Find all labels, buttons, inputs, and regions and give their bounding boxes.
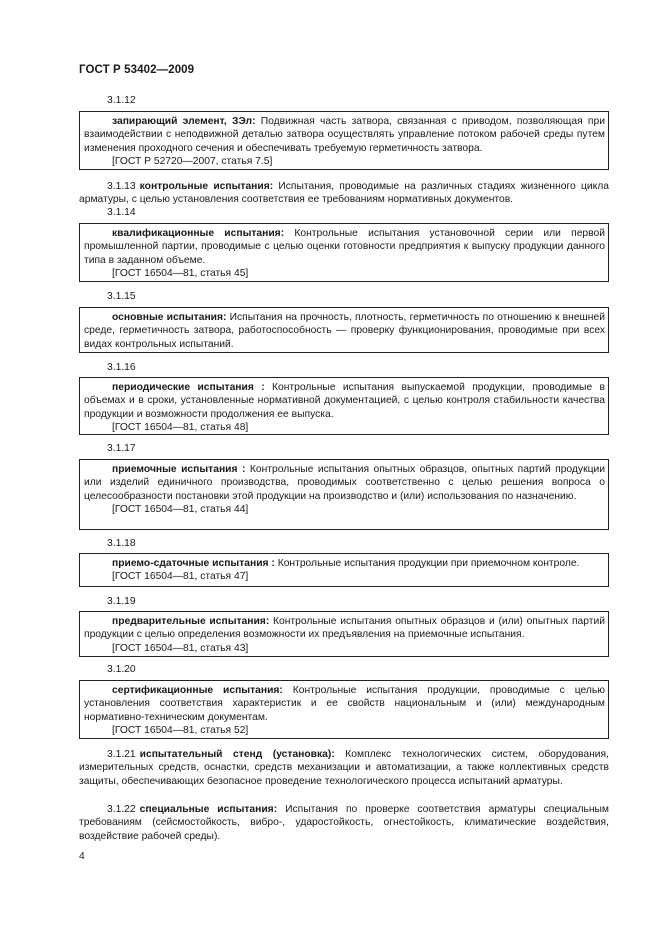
term-box xyxy=(79,611,609,657)
term: испытательный стенд (установка): xyxy=(139,749,335,760)
entry-number: 3.1.18 xyxy=(107,538,136,549)
entry-number: 3.1.14 xyxy=(107,207,136,218)
term: приемочные испытания : xyxy=(112,464,246,475)
reference: [ГОСТ Р 52720—2007, статья 7.5] xyxy=(112,156,273,168)
term-box xyxy=(79,307,609,353)
definition: Контрольные испытания продукции, проводимые с целью установления соответствия характеристик и ее свойств национальным и (или) международным нормативно-техническим документам. xyxy=(84,685,605,723)
reference: [ГОСТ 16504—81, статья 52] xyxy=(112,725,249,737)
term: контрольные испытания: xyxy=(139,181,274,192)
page-number: 4 xyxy=(79,851,85,862)
entry-number: 3.1.22 xyxy=(107,804,136,815)
entry-number: 3.1.12 xyxy=(107,95,136,106)
definition: Испытания на прочность, плотность, герметичность по отношению к внешней среде, герметичность затвора, работоспособность — проверку функционирования, проводимые при всех видах контрольных испытаний. xyxy=(84,312,605,350)
entry-number: 3.1.16 xyxy=(107,362,136,373)
term-paragraph xyxy=(79,803,609,843)
term: сертификационные испытания: xyxy=(112,685,283,696)
term-box xyxy=(79,553,609,587)
term: предварительные испытания: xyxy=(112,616,270,627)
term: приемо-сдаточные испытания : xyxy=(112,558,275,569)
definition: Подвижная часть затвора, связанная с приводом, позволяющая при взаимодействии с неподвижной деталью затвора осуществлять управление потоком рабочей среды путем изменения проходного сечения и обеспечивать требуемую герметичность затвора. xyxy=(84,116,605,154)
term: основные испытания: xyxy=(112,312,227,323)
reference: [ГОСТ 16504—81, статья 43] xyxy=(112,642,249,654)
definition: Контрольные испытания выпускаемой продукции, проводимые в объемах и в сроки, установленные нормативной документацией, с целью контроля стабильности качества продукции и возможности продолжения ее выпуска. xyxy=(84,382,605,420)
reference: [ГОСТ 16504—81, статья 44] xyxy=(112,504,249,516)
term: специальные испытания: xyxy=(139,804,278,815)
definition: Испытания по проверке соответствия арматуры специальным требованиям (сейсмостойкость, вибро-, ударостойкость, огнестойкость, климатические воздействия, воздействие рабочей среды). xyxy=(79,804,609,842)
definition: Испытания, проводимые на различных стадиях жизненного цикла арматуры, с целью установления соответствия ее требованиям нормативных документов. xyxy=(79,181,609,206)
definition: Комплекс технологических систем, оборудования, измерительных средств, оснастки, средств механизации и автоматизации, а также коллективных средств защиты, обеспечивающих безопасное проведение технологического процесса испытаний арматуры. xyxy=(79,749,609,787)
entry-number: 3.1.15 xyxy=(107,291,136,302)
entry-number: 3.1.20 xyxy=(107,664,136,675)
term-box xyxy=(79,680,609,739)
term-box xyxy=(79,111,609,170)
entry-number: 3.1.17 xyxy=(107,443,136,454)
definition: Контрольные испытания установочной серии или первой промышленной партии, проводимые с целью оценки готовности предприятия к выпуску продукции данного типа в заданном объеме. xyxy=(84,228,605,266)
term-paragraph xyxy=(79,180,609,207)
definition: Контрольные испытания опытных образцов и (или) опытных партий продукции с целью определения возможности их предъявления на приемочные испытания. xyxy=(84,616,605,641)
term-box xyxy=(79,377,609,435)
term: квалификационные испытания: xyxy=(112,228,285,239)
term-box xyxy=(79,459,609,530)
term-paragraph xyxy=(79,748,609,788)
reference: [ГОСТ 16504—81, статья 45] xyxy=(112,268,249,280)
definition: Контрольные испытания опытных образцов, опытных партий продукции или изделий единичного производства, проводимых соответственно с целью решения вопроса о целесообразности постановки этой продукции на производство и (или) использования по назначению. xyxy=(84,464,605,502)
entry-number: 3.1.19 xyxy=(107,596,136,607)
definition: Контрольные испытания продукции при приемочном контроле. xyxy=(277,558,580,569)
entry-number: 3.1.13 xyxy=(107,181,136,192)
term-box xyxy=(79,223,609,282)
term: периодические испытания : xyxy=(112,382,265,393)
document-header: ГОСТ Р 53402—2009 xyxy=(79,64,195,76)
term: запирающий элемент, ЗЭл: xyxy=(112,116,256,127)
reference: [ГОСТ 16504—81, статья 47] xyxy=(112,571,249,583)
entry-number: 3.1.21 xyxy=(107,749,136,760)
reference: [ГОСТ 16504—81, статья 48] xyxy=(112,422,249,434)
